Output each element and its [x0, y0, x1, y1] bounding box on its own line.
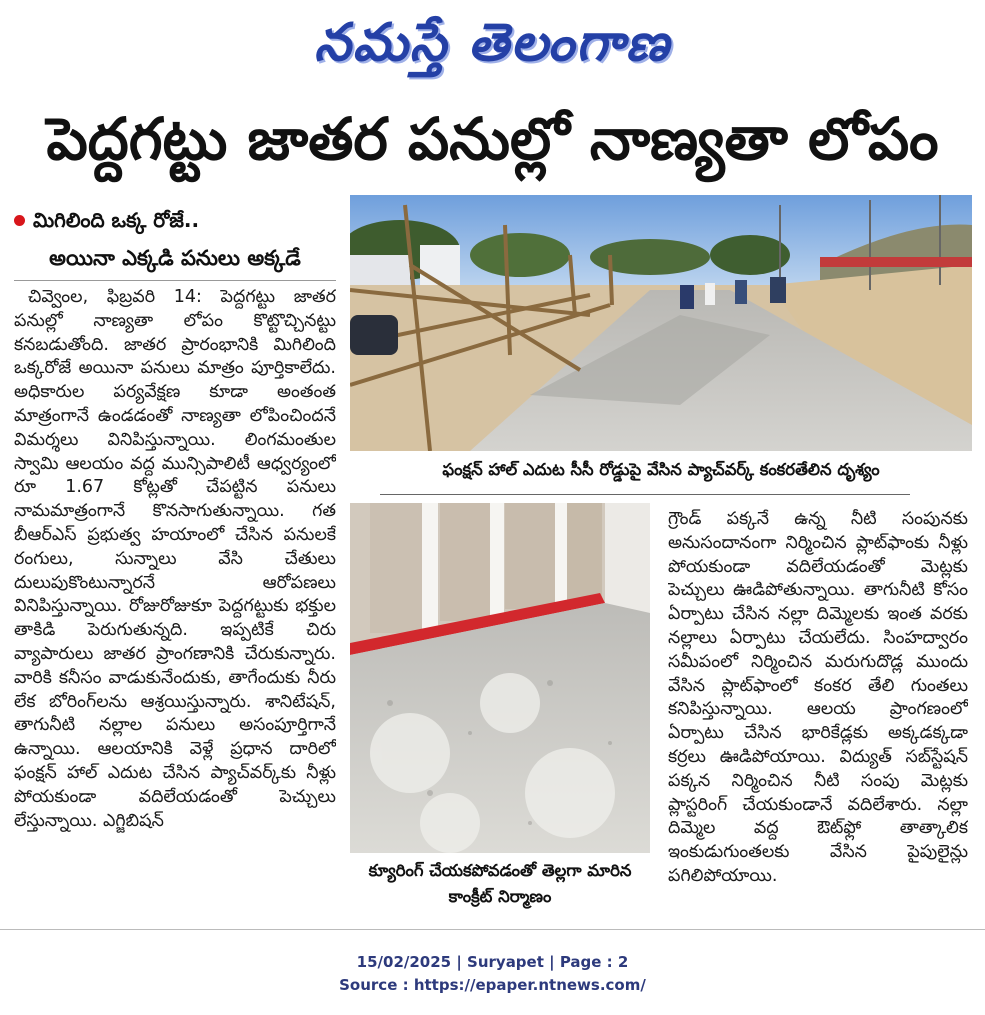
subhead-divider — [14, 280, 336, 281]
masthead-logo: నమస్తే తెలంగాణ — [314, 12, 671, 73]
caption-divider — [380, 494, 910, 495]
article-text-left: చివ్వెంల, ఫిబ్రవరి 14: పెద్దగట్టు జాతర పనుల్లో నాణ్యతా లోపం కొట్టొచ్చినట్టు కనబడుతోంది. జాతర ప్రారంభానికి మిగిలింది ఒక్కరోజే అయినా పనులు మాత్రం పూర్తికాలేదు. అధికారుల పర్యవేక్షణ కూడా అంతంత మాత్రంగానే ఉండడంతో నాణ్యతా లోపించిందనే విమర్శలు వినిపిస్తున్నాయి. లింగమంతుల స్వామి ఆలయం వద్ద మున్సిపాలిటీ ఆధ్వర్యంలో రూ 1.67 కోట్లతో చేపట్టిన పనులు నామమాత్రంగానే కొనసాగుతున్నాయి. గత బీఆర్ఎస్ ప్రభుత్వ హయాంలో చేసిన పనులకే రంగులు, సున్నాలు వేసి చేతులు దులుపుకొంటున్నారనే ఆరోపణలు వినిపిస్తున్నాయి. రోజురోజుకూ పెద్దగట్టుకు భక్తుల తాకిడి పెరుగుతున్నది. ఇప్పటికే చిరు వ్యాపారులు జాతర ప్రాంగణానికి చేరుకున్నారు. వారికి కనీసం వాడుకునేందుకు, తాగేందుకు నీరు లేక బోరింగ్‌లను ఆశ్రయిస్తున్నారు. శానిటేషన్, తాగునీటి నల్లాల పనులు అసంపూర్తిగానే ఉన్నాయి. ఆలయానికి వెళ్లే ప్రధాన దారిలో ఫంక్షన్ హాల్ ఎదుట చేసిన ప్యాచ్‌వర్క్‌కు నీళ్లు పోయకుండా వదిలేయడంతో పెచ్చులు లేస్తున్నాయి. ఎగ్జిబిషన్ — [14, 287, 336, 831]
photo-concrete-platform — [350, 503, 650, 853]
kicker-row — [14, 204, 336, 236]
red-dot-icon — [14, 215, 25, 226]
caption-top-photo: ఫంక్షన్ హాల్ ఎదుట సీసీ రోడ్డుపై వేసిన ప్యాచ్‌వర్క్ కంకరతేలిన దృశ్యం — [442, 460, 880, 479]
concrete-photo-illustration — [350, 503, 650, 853]
road-photo-illustration — [350, 195, 972, 451]
article-body-right — [668, 508, 968, 924]
photo-road-patchwork — [350, 195, 972, 451]
footer-date-edition-page: 15/02/2025 | Suryapet | Page : 2 — [356, 953, 629, 971]
article-text-right: గ్రౌండ్ పక్కనే ఉన్న నీటి సంపునకు అనుసందానంగా నిర్మించిన ప్లాట్‌ఫాంకు నీళ్లు పోయకుండా వదిలేయడంతో మెట్లకు పెచ్చులు ఊడిపోతున్నాయి. తాగునీటి కోసం ఏర్పాటు చేసిన నల్లా దిమ్మెలకు ఇంత వరకు నల్లాలు ఏర్పాటు చేయలేదు. సింహద్వారం సమీపంలో నిర్మించిన మరుగుదొడ్ల ముందు వేసిన ప్లాట్‌ఫాంలో కంకర తేలి గుంతలు కనిపిస్తున్నాయి. ఆలయ ప్రాంగణంలో ఏర్పాటు చేసిన భారికేడ్లకు అక్కడక్కడా కర్రలు ఊడిపోయాయి. విద్యుత్ సబ్‌స్టేషన్ పక్కన నిర్మించిన నీటి సంపు మెట్లకు ప్లాస్టరింగ్ చేయకుండానే వదిలేశారు. నల్లా దిమ్మెల వద్ద ఔట్‌ఫ్లో తాత్కాలిక ఇంకుడుగుంతలకు వేసిన పైపులైన్లు పగిలిపోయాయి. — [668, 509, 968, 886]
headline: పెద్దగట్టు జాతర పనుల్లో నాణ్యతా లోపం — [46, 105, 939, 173]
subhead: అయినా ఎక్కడి పనులు అక్కడే — [49, 246, 301, 270]
footer-source: Source : https://epaper.ntnews.com/ — [339, 976, 646, 994]
footer-divider — [0, 929, 985, 930]
caption-bottom-photo: క్యూరింగ్ చేయకపోవడంతో తెల్లగా మారిన కాంక్రీట్ నిర్మాణం — [368, 861, 632, 906]
article-body-left — [14, 286, 336, 936]
kicker: మిగిలింది ఒక్క రోజే.. — [33, 208, 200, 232]
